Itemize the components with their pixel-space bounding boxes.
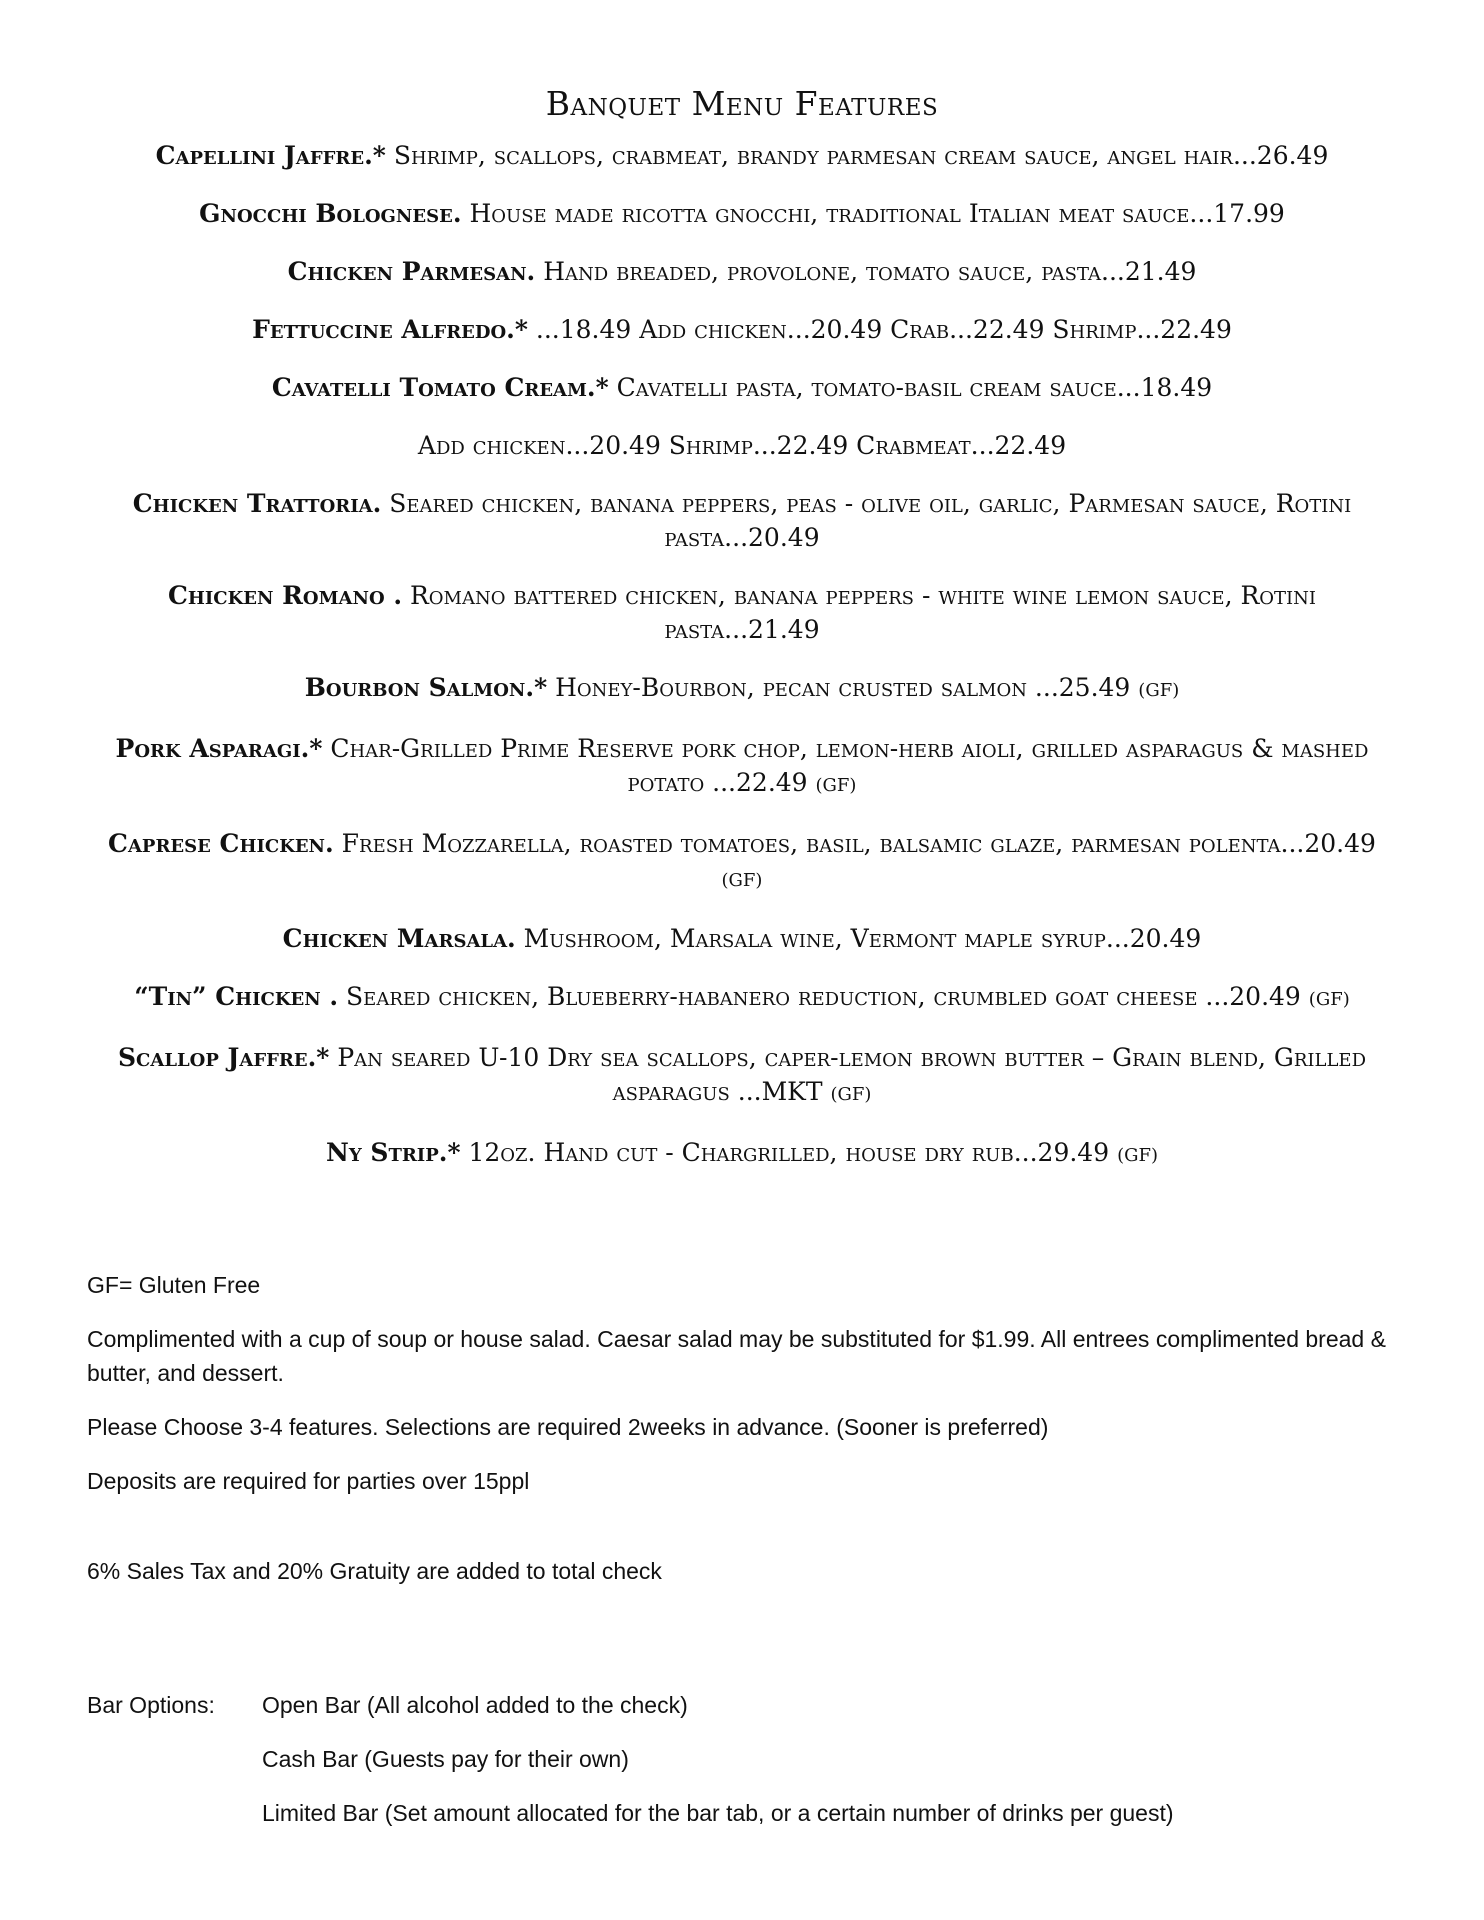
item-name: Chicken Romano . <box>167 581 403 610</box>
item-name: Cavatelli Tomato Cream.* <box>271 373 609 402</box>
item-name: Pork Asparagi.* <box>115 734 323 763</box>
bar-option-limited: Limited Bar (Set amount allocated for the bar tab, or a certain number of drinks per guest) <box>262 1800 1174 1826</box>
bar-option-open: Open Bar (All alcohol added to the check) <box>262 1692 688 1718</box>
item-description: Add chicken...20.49 Shrimp...22.49 Crabmeat...22.49 <box>417 431 1067 460</box>
item-description: Mushroom, Marsala wine, Vermont maple syrup...20.49 <box>515 924 1202 953</box>
bar-options-label: Bar Options: <box>87 1692 215 1718</box>
gluten-free-badge: (GF) <box>721 870 763 891</box>
complimented-note: Complimented with a cup of soup or house salad. Caesar salad may be substituted for $1.99. All entrees complimented bread & butter, and dessert. <box>87 1326 1386 1386</box>
menu-item-tin-chicken <box>100 980 1384 1017</box>
menu-item-bourbon-salmon <box>100 671 1384 708</box>
menu-item-fettuccine-alfredo <box>100 313 1384 347</box>
item-description: Cavatelli pasta, tomato-basil cream sauce...18.49 <box>608 373 1213 402</box>
menu-item-chicken-marsala <box>100 922 1384 956</box>
deposits-note: Deposits are required for parties over 15ppl <box>87 1468 530 1494</box>
item-name: Chicken Trattoria. <box>132 489 382 518</box>
item-name: Caprese Chicken. <box>108 829 334 858</box>
item-description: 12oz. Hand cut - Chargrilled, house dry rub...29.49 <box>460 1138 1110 1167</box>
item-name: Scallop Jaffre.* <box>117 1043 330 1072</box>
gluten-free-badge: (GF) <box>830 1084 872 1105</box>
bar-option-cash: Cash Bar (Guests pay for their own) <box>262 1746 629 1772</box>
item-description: Seared chicken, banana peppers, peas - olive oil, garlic, Parmesan sauce, Rotini pasta...20.49 <box>381 489 1352 552</box>
item-description: Romano battered chicken, banana peppers - white wine lemon sauce, Rotini pasta...21.49 <box>402 581 1317 644</box>
item-description: Char-Grilled Prime Reserve pork chop, lemon-herb aioli, grilled asparagus & mashed potato ...22.49 <box>322 734 1369 797</box>
item-name: Ny Strip.* <box>325 1138 461 1167</box>
item-description: ...18.49 Add chicken...20.49 Crab...22.49 Shrimp...22.49 <box>527 315 1232 344</box>
item-description: Pan seared U-10 Dry sea scallops, caper-lemon brown butter – Grain blend, Grilled asparagus ...MKT <box>329 1043 1367 1106</box>
item-name: Bourbon Salmon.* <box>304 673 548 702</box>
item-name: Gnocchi Bolognese. <box>199 199 462 228</box>
menu-item-capellini-jaffre <box>100 139 1384 173</box>
item-description: Fresh Mozzarella, roasted tomatoes, basil, balsamic glaze, parmesan polenta...20.49 <box>333 829 1376 858</box>
item-description: House made ricotta gnocchi, traditional Italian meat sauce...17.99 <box>461 199 1285 228</box>
item-name: Fettuccine Alfredo.* <box>252 315 528 344</box>
menu-item-cavatelli-tomato-cream <box>100 371 1384 405</box>
item-description: Seared chicken, Blueberry-habanero reduction, crumbled goat cheese ...20.49 <box>338 982 1301 1011</box>
item-name: Chicken Parmesan. <box>287 257 536 286</box>
gluten-free-badge: (GF) <box>1138 680 1180 701</box>
gluten-free-badge: (GF) <box>1117 1145 1158 1166</box>
menu-item-chicken-romano <box>100 579 1384 647</box>
menu-item-scallop-jaffre <box>100 1041 1384 1112</box>
item-description: Honey-Bourbon, pecan crusted salmon ...25.49 <box>547 673 1131 702</box>
menu-item-gnocchi-bolognese <box>100 197 1384 231</box>
item-description: Shrimp, scallops, crabmeat, brandy parmesan cream sauce, angel hair...26.49 <box>385 141 1329 170</box>
item-name: Capellini Jaffre.* <box>155 141 386 170</box>
notes-section <box>87 1268 1407 1608</box>
gluten-free-badge: (GF) <box>815 775 857 796</box>
menu-item-ny-strip <box>100 1136 1384 1173</box>
gluten-free-badge: (GF) <box>1308 989 1350 1010</box>
menu-item-chicken-parmesan <box>100 255 1384 289</box>
choose-note: Please Choose 3-4 features. Selections are required 2weeks in advance. (Sooner is preferred) <box>87 1414 1049 1440</box>
tax-note: 6% Sales Tax and 20% Gratuity are added to total check <box>87 1558 662 1584</box>
item-name: Chicken Marsala. <box>282 924 516 953</box>
menu-item-caprese-chicken <box>100 827 1384 898</box>
menu-item-cavatelli-addons <box>100 429 1384 463</box>
menu-item-pork-asparagi <box>100 732 1384 803</box>
menu-title: Banquet Menu Features <box>545 84 939 123</box>
item-description: Hand breaded, provolone, tomato sauce, pasta...21.49 <box>535 257 1197 286</box>
menu-section <box>100 84 1384 1197</box>
gf-legend: GF= Gluten Free <box>87 1272 261 1298</box>
item-name: “Tin” Chicken . <box>134 982 339 1011</box>
menu-item-chicken-trattoria <box>100 487 1384 555</box>
